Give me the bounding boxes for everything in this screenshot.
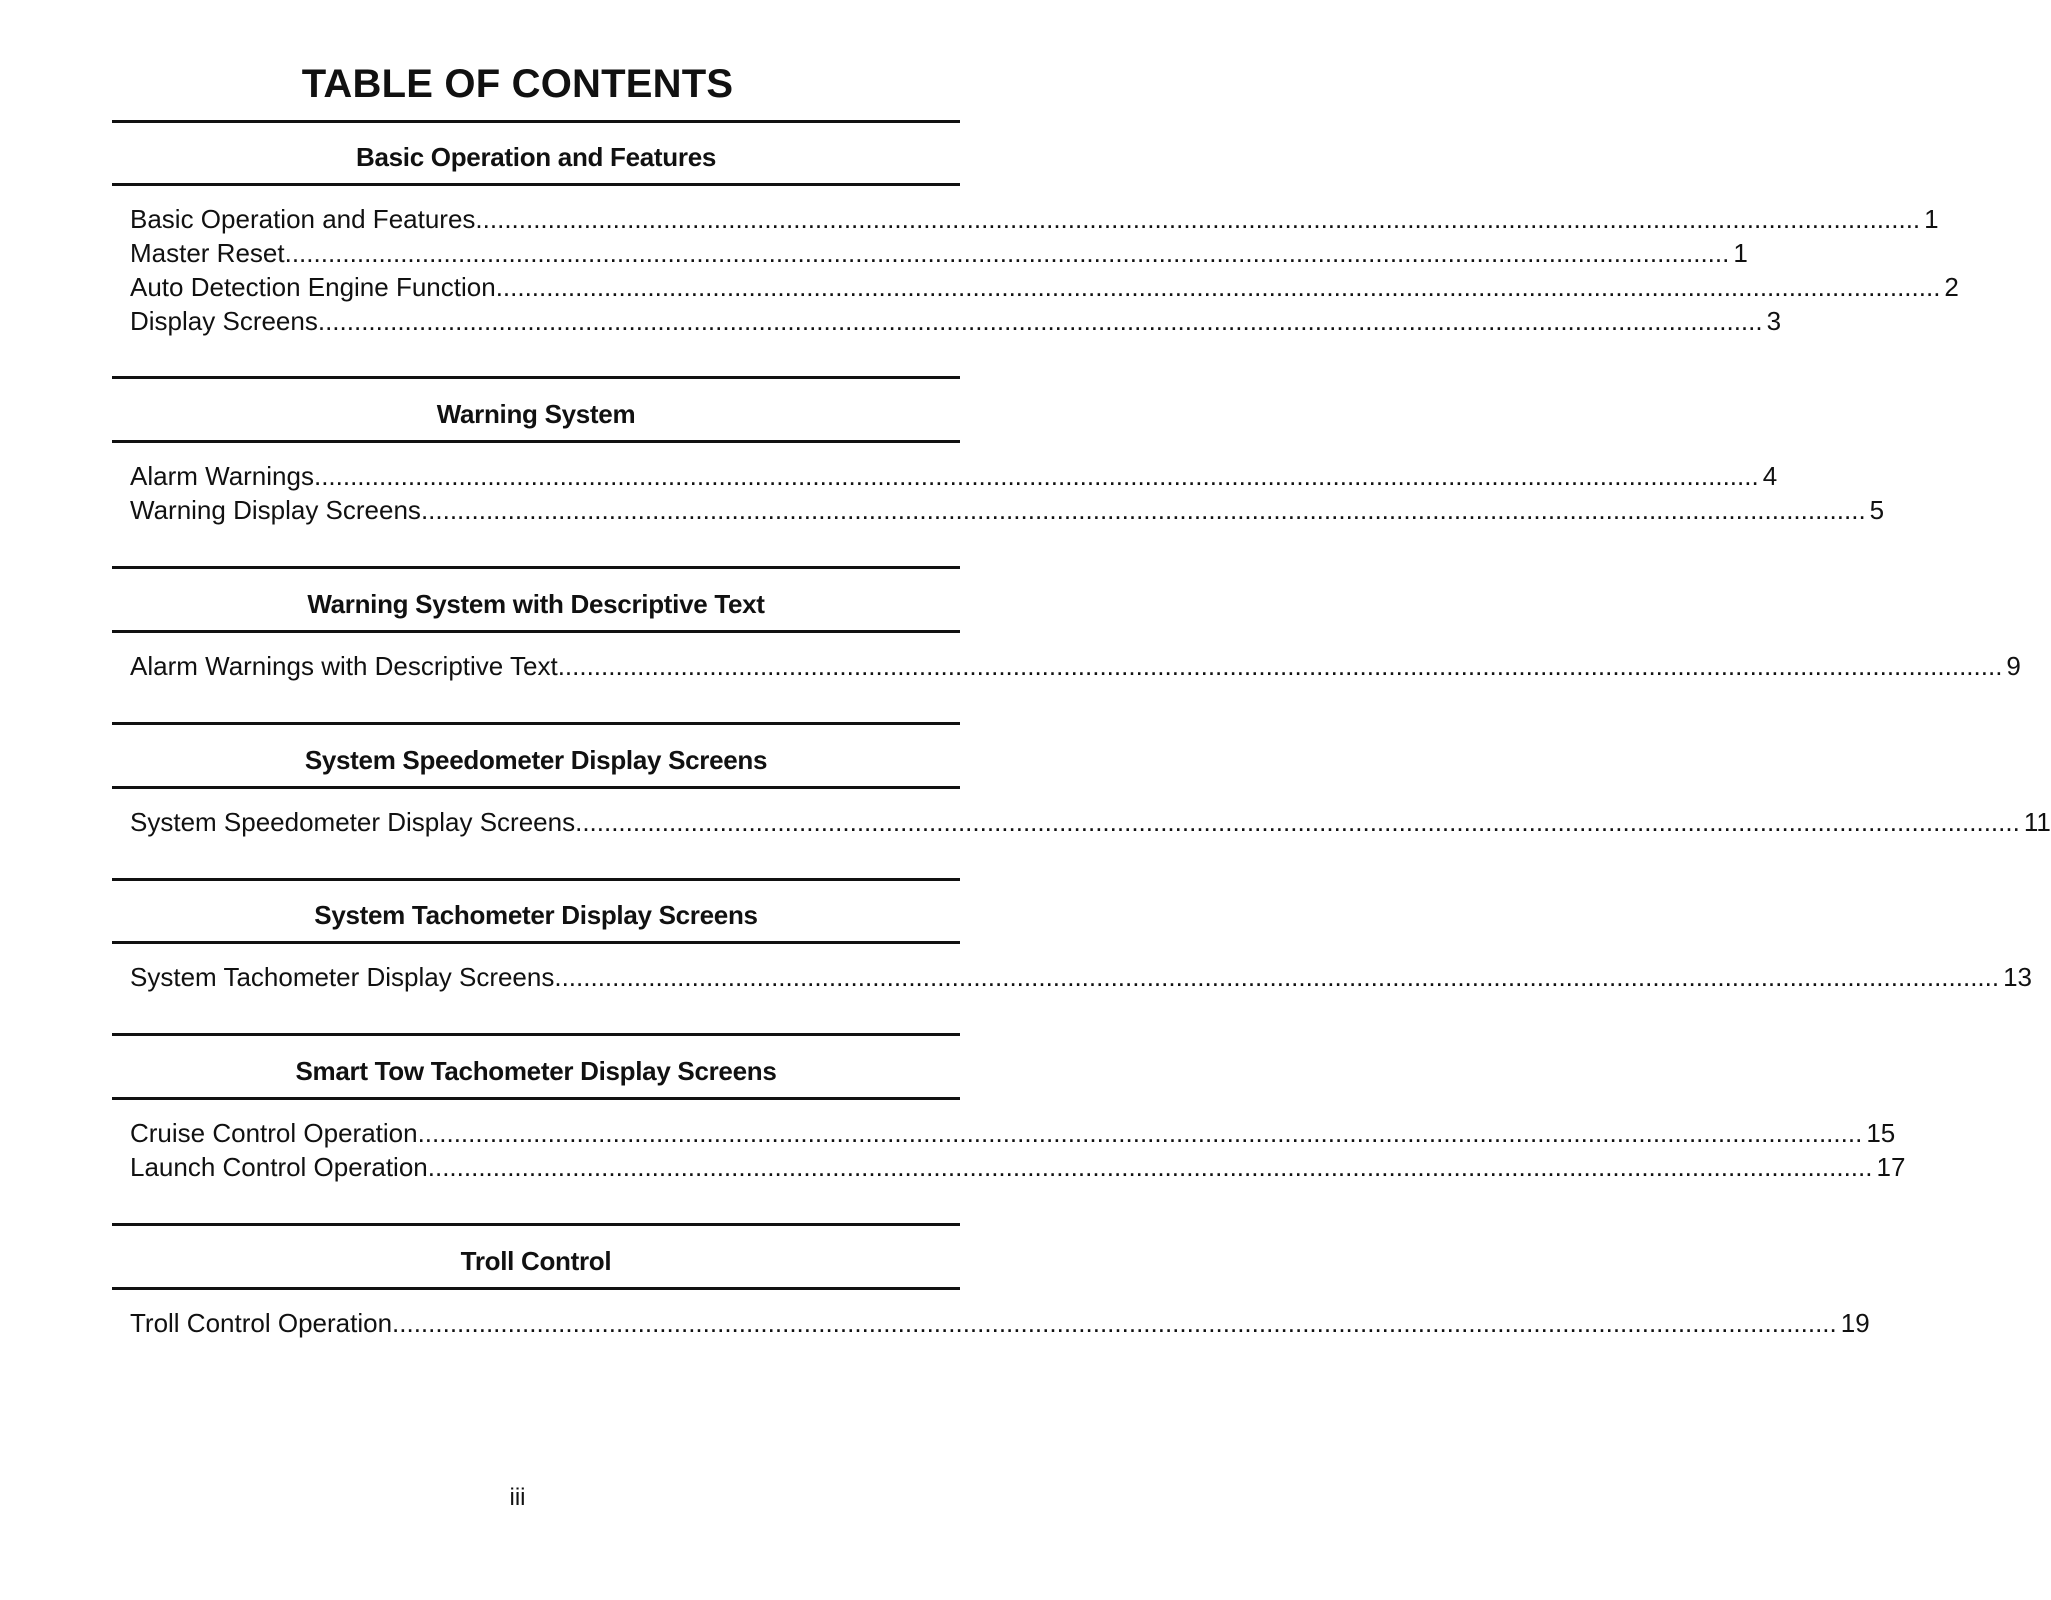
section-heading: Smart Tow Tachometer Display Screens [295, 1056, 777, 1086]
entry-label: Cruise Control Operation [130, 1118, 418, 1148]
page-number: iii [509, 1484, 526, 1511]
entry-label: Troll Control Operation [130, 1308, 393, 1338]
toc-entry[interactable] [130, 238, 1748, 272]
entry-label: Warning Display Screens [130, 495, 421, 525]
toc-entry[interactable] [130, 807, 2051, 841]
entry-label: System Speedometer Display Screens [130, 807, 576, 837]
entry-page: 17 [1876, 1152, 1906, 1182]
toc-entry[interactable] [130, 1308, 1870, 1342]
toc-entry[interactable] [130, 272, 1959, 306]
section-heading: System Speedometer Display Screens [304, 745, 768, 775]
entry-page: 2 [1944, 272, 1959, 302]
toc-entry[interactable] [130, 651, 2021, 685]
section-rule [112, 1287, 960, 1290]
toc-entry[interactable] [130, 962, 2033, 996]
title-rule [112, 120, 960, 123]
dot-leader: ........................................................................................................................................................................................................ [554, 962, 2000, 992]
section-rule [112, 630, 960, 633]
section-entries [130, 1308, 1870, 1342]
dot-leader: ........................................................................................................................................................................................................ [417, 1118, 1863, 1148]
section-heading: System Tachometer Display Screens [314, 900, 758, 930]
dot-leader: ........................................................................................................................................................................................................ [475, 204, 1921, 234]
entry-label: Launch Control Operation [130, 1152, 428, 1182]
dot-leader: ........................................................................................................................................................................................................ [284, 238, 1730, 268]
section-rule [112, 941, 960, 944]
section-rule [112, 722, 960, 725]
section-rule [112, 1033, 960, 1036]
entry-page: 19 [1840, 1308, 1870, 1338]
entry-page: 5 [1869, 495, 1885, 525]
section-heading: Warning System with Descriptive Text [307, 589, 765, 619]
section-entries [130, 1118, 1906, 1186]
section-rule [112, 1097, 960, 1100]
section-rule [112, 440, 960, 443]
entry-page: 1 [1924, 204, 1939, 234]
entry-label: Alarm Warnings with Descriptive Text [130, 651, 558, 681]
toc-entry[interactable] [130, 1118, 1896, 1152]
entry-label: Display Screens [130, 306, 318, 336]
entry-page: 11 [2023, 807, 2051, 837]
entry-label: Master Reset [130, 238, 285, 268]
entry-page: 4 [1762, 461, 1778, 491]
entry-page: 9 [2006, 651, 2021, 681]
dot-leader: ........................................................................................................................................................................................................ [427, 1152, 1873, 1182]
entry-page: 15 [1866, 1118, 1896, 1148]
section-rule [112, 566, 960, 569]
dot-leader: ........................................................................................................................................................................................................ [420, 495, 1866, 525]
dot-leader: ........................................................................................................................................................................................................ [557, 651, 2003, 681]
entry-label: Auto Detection Engine Function [130, 272, 496, 302]
toc-entry[interactable] [130, 461, 1778, 495]
entry-page: 1 [1733, 238, 1748, 268]
section-rule [112, 1223, 960, 1226]
dot-leader: ........................................................................................................................................................................................................ [313, 461, 1759, 491]
section-heading: Basic Operation and Features [355, 142, 717, 172]
dot-leader: ........................................................................................................................................................................................................ [495, 272, 1941, 302]
section-entries [130, 204, 1959, 340]
entry-page: 13 [2003, 962, 2033, 992]
dot-leader: ........................................................................................................................................................................................................ [392, 1308, 1837, 1338]
section-heading: Warning System [436, 399, 636, 429]
section-rule [112, 878, 960, 881]
section-entries [130, 651, 2021, 685]
entry-label: System Tachometer Display Screens [130, 962, 555, 992]
toc-entry[interactable] [130, 1152, 1906, 1186]
toc-entry[interactable] [130, 495, 1885, 529]
entry-label: Basic Operation and Features [130, 204, 476, 234]
section-entries [130, 962, 2033, 996]
section-heading: Troll Control [460, 1246, 612, 1276]
entry-page: 3 [1766, 306, 1782, 336]
section-rule [112, 786, 960, 789]
dot-leader: ........................................................................................................................................................................................................ [575, 807, 2020, 837]
section-entries [130, 807, 2051, 841]
section-rule [112, 183, 960, 186]
dot-leader: ........................................................................................................................................................................................................ [317, 306, 1763, 336]
section-rule [112, 376, 960, 379]
section-entries [130, 461, 1885, 529]
toc-entry[interactable] [130, 204, 1939, 238]
entry-label: Alarm Warnings [130, 461, 314, 491]
toc-entry[interactable] [130, 306, 1782, 340]
toc-title: TABLE OF CONTENTS [301, 62, 734, 106]
